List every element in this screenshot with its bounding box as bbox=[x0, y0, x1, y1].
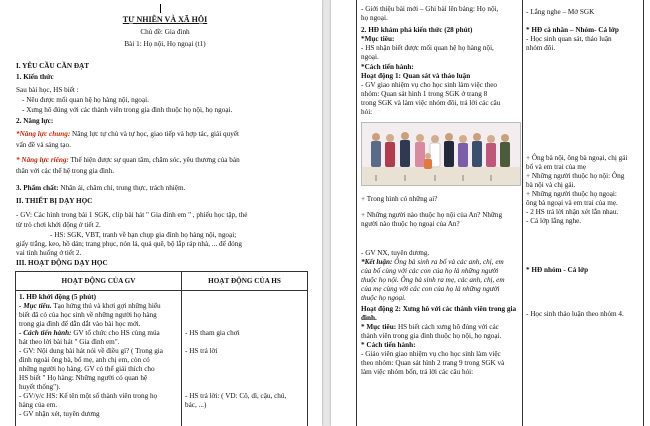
text-line: giấy trắng, keo, hồ dán; trang phục, nón lá, quả quê, bộ lắp ráp nhà, ... để đóng bbox=[16, 240, 242, 248]
student-response: bố và em trai của mẹ bbox=[526, 163, 587, 171]
student-response: - HS trả lời: ( VD: Cô, dì, cậu, chú, bbox=[185, 392, 287, 400]
text-line: - GV/y/c HS: Kể tên một số thành viên trong họ bbox=[19, 392, 158, 400]
text-line: của bố cùng với các con của họ là những người bbox=[361, 267, 499, 275]
text-line: Sau bài học, HS biết : bbox=[16, 86, 79, 94]
text-line bbox=[16, 130, 239, 139]
student-heading: * HĐ cá nhân – Nhóm- Cả lớp bbox=[526, 26, 619, 34]
text-line: - Giáo viên giao nhiệm vụ cho học sinh làm việc bbox=[361, 350, 501, 358]
student-response: - Học sinh quan sát, thảo luận bbox=[526, 35, 612, 43]
subheading-competence: 2. Năng lực: bbox=[16, 117, 54, 125]
document-page-2 bbox=[331, 0, 650, 426]
subactivity-heading: đình. bbox=[361, 314, 377, 322]
topic-line: Chủ đề: Gia đình bbox=[140, 28, 190, 36]
text-span: Thể hiện được sự quan tâm, chăm sóc, yêu thương của bản bbox=[68, 156, 240, 164]
text-line: của mẹ cùng với các con của họ là những người bbox=[361, 285, 500, 293]
label-procedure: * Cách tiến hành: bbox=[361, 341, 416, 349]
table-border-left bbox=[15, 271, 16, 426]
text-line: - GV giao nhiệm vụ cho học sinh làm việc theo bbox=[361, 81, 498, 89]
label-specific-competence: * Năng lực riêng: bbox=[16, 156, 69, 164]
label-procedure: - Cách tiến hành: bbox=[19, 329, 72, 337]
subheading-knowledge: 1. Kiến thức bbox=[16, 73, 54, 81]
label-objective: * Mục tiêu: bbox=[361, 323, 397, 331]
table-column-divider bbox=[181, 271, 182, 426]
text-line: - GV: Nội dung bài hát nói về điều gì? ( Trong gia bbox=[19, 347, 163, 355]
section-heading-1: I. YÊU CẦU CẦN ĐẠT bbox=[16, 62, 90, 70]
text-span: Nhân ái, chăm chỉ, trung thực, trách nhiệm. bbox=[58, 184, 186, 192]
text-span: HS biết cách xưng hô đúng với các bbox=[396, 323, 499, 331]
text-line bbox=[16, 156, 240, 165]
text-line: họ ngoại. bbox=[361, 14, 388, 22]
table-border-right bbox=[307, 271, 308, 426]
section-heading-2: II. THIẾT BỊ DẠY HỌC bbox=[16, 197, 93, 205]
text-span: GV tổ chức cho HS cùng múa bbox=[71, 329, 160, 337]
table-border-right bbox=[643, 0, 644, 426]
question-line: + Những người nào thuộc họ nội của An? Những bbox=[361, 211, 503, 219]
text-line: - GV nhận xét, tuyên dương bbox=[19, 410, 100, 418]
text-line: hát theo lời bài hát " Gia đình em". bbox=[19, 338, 120, 346]
student-response: + Những người thuộc họ nội: Ông bbox=[526, 172, 625, 180]
family-illustration bbox=[362, 123, 520, 185]
text-line: - GV: Các hình trong bài 1 SGK, clip bài hát " Gia đình em " , phiếu học tập, thẻ bbox=[16, 211, 248, 219]
text-line: trong gia đình để dẫn dắt vào bài học mới. bbox=[19, 320, 141, 328]
text-line: theo nhóm: Quan sát hình 2 trang 9 trong SGK và bbox=[361, 359, 505, 367]
text-line: vai tình huống ở tiết 2. bbox=[16, 249, 82, 257]
text-line: ngoại. bbox=[361, 53, 379, 61]
label-objective: - Mục tiêu. bbox=[19, 302, 52, 310]
text-line: từ trò chơi khởi động ở tiết 2. bbox=[16, 221, 101, 229]
text-line bbox=[361, 323, 499, 332]
label-objective: *Mục tiêu: bbox=[361, 35, 395, 43]
table-border-top bbox=[15, 271, 307, 272]
text-line bbox=[19, 329, 160, 338]
label-qualities: 3. Phẩm chất: bbox=[16, 184, 59, 192]
subactivity-heading: Hoạt động 2: Xưng hô với các thành viên trong gia bbox=[361, 305, 517, 313]
question-line: người nào thuộc họ ngoại của An? bbox=[361, 220, 460, 228]
question-line: + Trong hình có những ai? bbox=[361, 195, 438, 203]
student-response: - Cả lớp lắng nghe. bbox=[526, 217, 582, 225]
student-response: - HS trả lời bbox=[185, 347, 218, 355]
text-line: HS biết " Họ hàng: Những người có quan hệ bbox=[19, 374, 148, 382]
text-line: hàng của em. bbox=[19, 401, 58, 409]
text-line: thành viên trong gia đình thuộc họ nội, họ ngoại. bbox=[361, 332, 502, 340]
family-photo bbox=[361, 122, 521, 186]
student-response: + Những người thuộc họ ngoại: bbox=[526, 190, 617, 198]
text-line: hỏi: bbox=[361, 108, 373, 116]
table-border-left bbox=[356, 0, 357, 426]
document-page-1 bbox=[0, 0, 322, 426]
student-response: nhóm đôi. bbox=[526, 44, 556, 52]
text-line bbox=[361, 258, 504, 267]
text-line: đình ngoài ông bà, bố mẹ, anh chị em, còn có bbox=[19, 356, 150, 364]
table-header-divider bbox=[15, 290, 307, 291]
text-line: nhóm: Quan sát hình 1 trong SGK ở trang 8 bbox=[361, 90, 488, 98]
table-header-hs: HOẠT ĐỘNG CỦA HS bbox=[208, 277, 281, 285]
text-line bbox=[19, 302, 161, 311]
text-span: Năng lực tự chủ và tự học, giao tiếp và hợp tác, giải quyết bbox=[70, 130, 240, 138]
student-response: + Ông bà nội, ông bà ngoại, chị gái bbox=[526, 154, 628, 162]
activity-heading: 2. HĐ khám phá kiến thức (28 phút) bbox=[361, 26, 473, 34]
text-line: - Xưng hô đúng với các thành viên trong gia đình thuộc họ nội, họ ngoại. bbox=[22, 106, 233, 114]
student-response: - Học sinh thảo luận theo nhóm 4. bbox=[526, 310, 624, 318]
text-line: làm việc nhóm bốn, trả lời các câu hỏi: bbox=[361, 368, 474, 376]
label-procedure: *Cách tiến hành: bbox=[361, 63, 414, 71]
lesson-line: Bài 1: Họ nội, Họ ngoại (t1) bbox=[124, 40, 206, 48]
text-line: vấn đề và sáng tạo. bbox=[16, 141, 71, 149]
text-line: trong SGK và làm việc nhóm đôi, trả lời các câu bbox=[361, 99, 501, 107]
text-line: thuộc họ nội. Ông bà sinh ra mẹ, các anh, chị, em bbox=[361, 276, 505, 284]
text-span: Tạo hứng thú và khơi gợi những hiểu bbox=[51, 302, 161, 310]
text-span: Ông bà sinh ra bố và các anh, chị, em bbox=[392, 258, 504, 266]
page-title: TỰ NHIÊN VÀ XÃ HỘI bbox=[122, 15, 208, 24]
text-line: thân với các thể hệ trong gia đình. bbox=[16, 167, 115, 175]
student-heading: * HĐ nhóm - Cả lớp bbox=[526, 266, 589, 274]
student-response: - 2 HS trả lời nhận xét lẫn nhau. bbox=[526, 208, 619, 216]
text-line: - GV NX, tuyên dương. bbox=[361, 249, 430, 257]
text-line: biết đã có của học sinh về những người họ hàng bbox=[19, 311, 157, 319]
label-conclusion: *Kết luận: bbox=[361, 258, 393, 266]
section-heading-3: III. HOẠT ĐỘNG DẠY HỌC bbox=[16, 259, 108, 267]
text-line: - Giới thiệu bài mới – Ghi bài lên bảng: Họ nội, bbox=[361, 5, 499, 13]
student-response: bà nội và chị gái. bbox=[526, 181, 576, 189]
label-general-competence: *Năng lực chung: bbox=[16, 130, 71, 138]
student-response: ông bà ngoại và em trai của mẹ. bbox=[526, 199, 618, 207]
table-column-divider bbox=[522, 0, 523, 426]
text-line: - HS: SGK, VBT, tranh về bạn chụp gia đình họ hàng nội, ngoại; bbox=[50, 231, 237, 239]
student-response: - HS tham gia chơi bbox=[185, 329, 240, 337]
student-response: - Lắng nghe – Mở SGK bbox=[526, 8, 595, 16]
student-response: bác, ...) bbox=[185, 401, 207, 409]
subactivity-heading: Hoạt động 1: Quan sát và thảo luận bbox=[361, 72, 471, 80]
text-line: - HS nhận biết được mối quan hệ họ hàng nội, bbox=[361, 44, 494, 52]
table-header-gv: HOẠT ĐỘNG CỦA GV bbox=[61, 277, 136, 285]
activity-heading: 1. HĐ khởi động (5 phút) bbox=[19, 293, 97, 301]
text-line bbox=[16, 184, 185, 193]
text-cursor bbox=[160, 4, 161, 13]
text-line: thuộc họ ngoại. bbox=[361, 294, 406, 302]
text-line: - Nêu được mối quan hệ họ hàng nội, ngoại. bbox=[22, 96, 149, 104]
text-line: những người họ hàng. GV có thể giải thích cho bbox=[19, 365, 155, 373]
text-line: huyết thống"). bbox=[19, 383, 61, 391]
